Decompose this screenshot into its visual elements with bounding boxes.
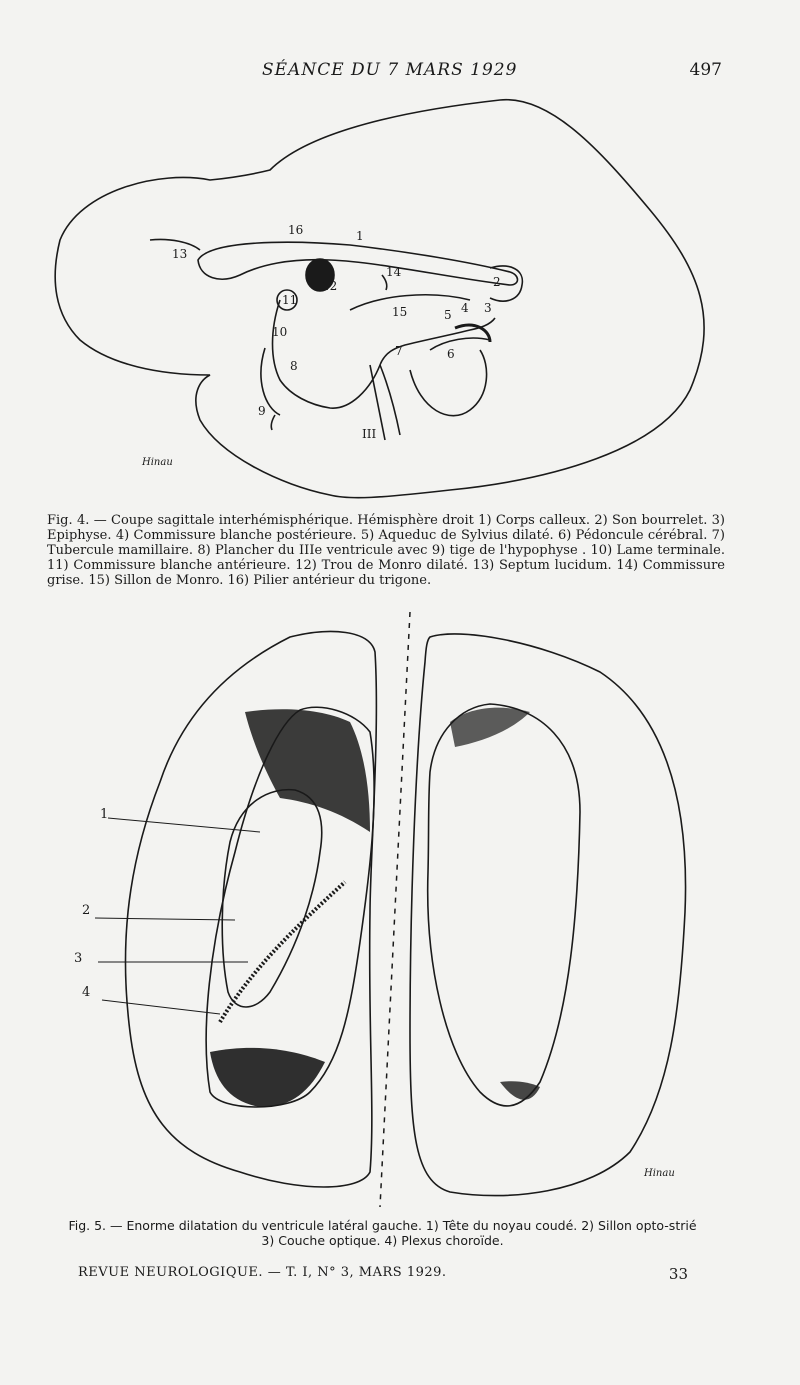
fig5-signature: Hinau [644, 1168, 675, 1179]
session-title: SÉANCE DU 7 MARS 1929 [262, 60, 518, 80]
fig4-label-12: 12 [322, 279, 338, 293]
fig4-label-8: 8 [290, 359, 298, 373]
fig4-label-4: 4 [461, 301, 469, 315]
fig5-label-4: 4 [82, 985, 91, 1000]
figure-5-caption [35, 1218, 730, 1248]
fig4-label-2: 2 [493, 275, 501, 289]
fig5-label-2: 2 [82, 903, 91, 918]
running-header [0, 60, 800, 84]
figure-4-sagittal-section [50, 90, 750, 510]
journal-reference: REVUE NEUROLOGIQUE. — T. I, N° 3, MARS 1929. [78, 1265, 447, 1280]
fig4-label-15: 15 [392, 305, 408, 319]
fig4-label-6: 6 [447, 347, 455, 361]
fig4-label-10: 10 [272, 325, 288, 339]
sheet-number: 33 [668, 1265, 688, 1283]
figure-5-labels [74, 807, 675, 1179]
figure-5-ventricle-dilatation [70, 612, 710, 1212]
fig5-label-3: 3 [74, 951, 83, 966]
fig4-label-3: 3 [484, 301, 492, 315]
fig4-signature: Hinau [142, 457, 173, 468]
figure-4-caption: Fig. 4. — Coupe sagittale interhémisphérique. Hémisphère droit 1) Corps calleux. 2) Son bourrelet. 3) Epiphyse. 4) Commissure blanche postérieure. 5) Aqueduc de Sylvius dilaté. 6) Pédoncule cérébral. 7) Tubercule mamillaire. 8) Plancher du IIIe ventricule avec 9) tige de l'hypophyse . 10) Lame terminale. 11) Commissure blanche antérieure. 12) Trou de Monro dilaté. 13) Septum lucidum. 14) Commissure grise. 15) Sillon de Monro. 16) Pilier antérieur du trigone. [47, 513, 725, 588]
fig4-label-13: 13 [172, 247, 188, 261]
fig4-label-14: 14 [386, 265, 402, 279]
fig5-label-1: 1 [100, 807, 109, 822]
fig4-label-7: 7 [395, 344, 403, 358]
fig4-label-III: III [362, 427, 377, 441]
fig4-label-5: 5 [444, 308, 452, 322]
fig4-label-11: 11 [282, 293, 298, 307]
fig4-label-16: 16 [288, 223, 304, 237]
fig4-label-9: 9 [258, 404, 266, 418]
figure-5-caption-line1: Fig. 5. — Enorme dilatation du ventricule latéral gauche. 1) Tête du noyau coudé. 2) Sillon opto-strié [68, 1218, 697, 1233]
fig4-label-1: 1 [356, 229, 364, 243]
page-number: 497 [689, 60, 722, 80]
figure-5-caption-line2: 3) Couche optique. 4) Plexus choroïde. [261, 1233, 504, 1248]
